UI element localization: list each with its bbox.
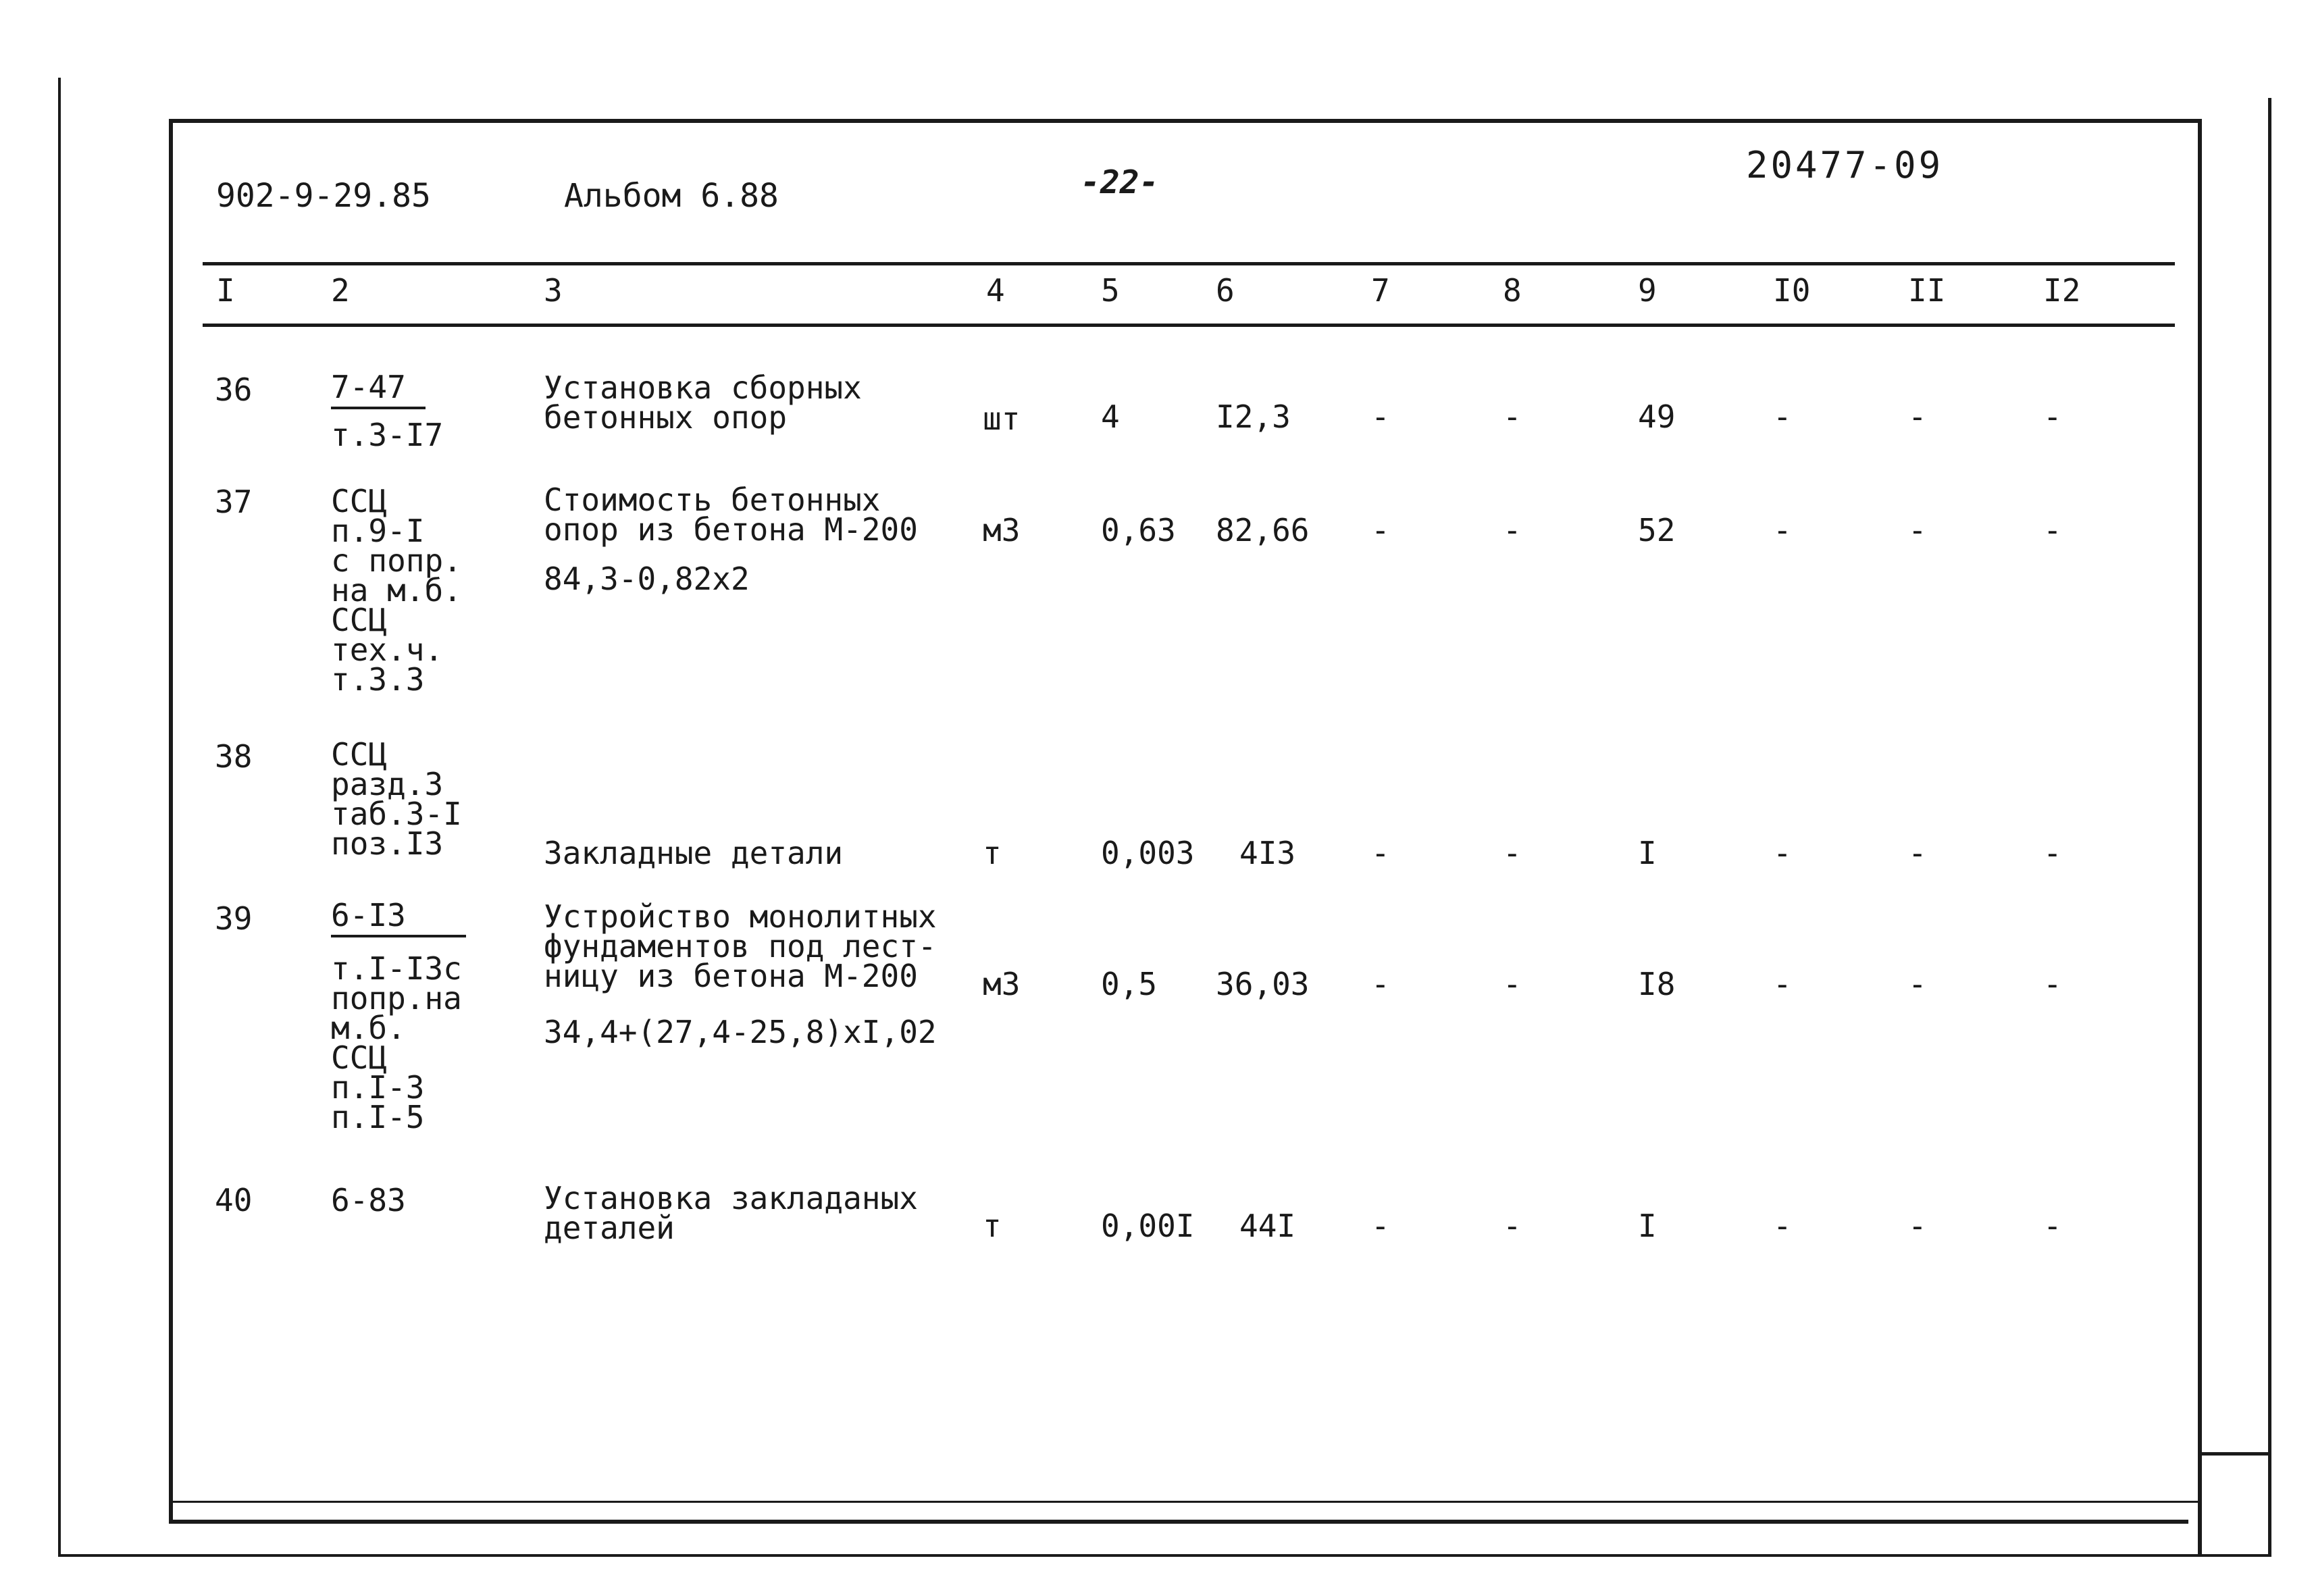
row-col9: I bbox=[1638, 1208, 1657, 1244]
row-col8: - bbox=[1503, 1208, 1522, 1244]
row-col12: - bbox=[2043, 512, 2062, 548]
page-number: -22- bbox=[1081, 163, 1159, 201]
row-col10: - bbox=[1773, 512, 1792, 548]
col-header-8: 8 bbox=[1503, 272, 1522, 309]
row-formula: 34,4+(27,4-25,8)хI,02 bbox=[544, 1014, 937, 1050]
row-unit: шт bbox=[983, 401, 1021, 437]
frame-left bbox=[169, 119, 173, 1524]
row-col11: - bbox=[1908, 1208, 1927, 1244]
row-qty: 0,63 bbox=[1101, 512, 1176, 548]
row-price: 4I3 bbox=[1239, 835, 1296, 871]
album-label: Альбом 6.88 bbox=[564, 177, 779, 215]
row-price: 82,66 bbox=[1216, 512, 1310, 548]
row-col10: - bbox=[1773, 398, 1792, 435]
row-ref: ССЦ разд.3 таб.3-I поз.I3 bbox=[331, 736, 462, 862]
table-row-num: 36 bbox=[215, 371, 253, 408]
col-header-12: I2 bbox=[2043, 272, 2081, 309]
table-row-num: 37 bbox=[215, 484, 253, 520]
row-col7: - bbox=[1371, 966, 1390, 1002]
col-header-10: I0 bbox=[1773, 272, 1811, 309]
row-unit: м3 bbox=[983, 512, 1021, 548]
col-header-5: 5 bbox=[1101, 272, 1120, 309]
row-qty: 0,003 bbox=[1101, 835, 1195, 871]
row-col11: - bbox=[1908, 398, 1927, 435]
row-col9: 52 bbox=[1638, 512, 1676, 548]
row-col11: - bbox=[1908, 835, 1927, 871]
row-unit: м3 bbox=[983, 966, 1021, 1002]
row-col12: - bbox=[2043, 1208, 2062, 1244]
row-ref-top: 7-47 bbox=[331, 370, 426, 409]
col-header-9: 9 bbox=[1638, 272, 1657, 309]
row-col10: - bbox=[1773, 1208, 1792, 1244]
row-col11: - bbox=[1908, 966, 1927, 1002]
table-row-num: 38 bbox=[215, 738, 253, 775]
frame-top bbox=[169, 119, 2202, 123]
row-col8: - bbox=[1503, 966, 1522, 1002]
document-number: 20477-09 bbox=[1746, 144, 1944, 186]
bottom-margin-line bbox=[58, 1554, 2271, 1557]
row-col8: - bbox=[1503, 835, 1522, 871]
row-col12: - bbox=[2043, 835, 2062, 871]
row-qty: 0,5 bbox=[1101, 966, 1158, 1002]
header-rule-bottom bbox=[203, 324, 2175, 327]
corner-box-top bbox=[2198, 1452, 2271, 1456]
row-formula: 84,3-0,82х2 bbox=[544, 561, 750, 597]
col-header-2: 2 bbox=[331, 272, 350, 309]
row-col11: - bbox=[1908, 512, 1927, 548]
row-price: 36,03 bbox=[1216, 966, 1310, 1002]
row-description: Установка сборных бетонных опор bbox=[544, 369, 862, 436]
row-description: Установка закладаных деталей bbox=[544, 1180, 918, 1246]
row-ref: 6-83 bbox=[331, 1182, 406, 1218]
col-header-6: 6 bbox=[1216, 272, 1235, 309]
row-col8: - bbox=[1503, 512, 1522, 548]
row-price: 44I bbox=[1239, 1208, 1296, 1244]
table-row-num: 39 bbox=[215, 900, 253, 937]
header-rule-top bbox=[203, 262, 2175, 265]
row-col9: I bbox=[1638, 835, 1657, 871]
row-description: Стоимость бетонных опор из бетона М-200 bbox=[544, 482, 918, 548]
row-unit: т bbox=[983, 1208, 1002, 1244]
row-col7: - bbox=[1371, 835, 1390, 871]
col-header-11: II bbox=[1908, 272, 1946, 309]
row-unit: т bbox=[983, 835, 1002, 871]
row-col10: - bbox=[1773, 835, 1792, 871]
row-ref: ССЦ п.9-I с попр. на м.б. ССЦ тех.ч. т.3.3 bbox=[331, 483, 462, 698]
row-description: Закладные детали bbox=[544, 835, 844, 871]
frame-bottom bbox=[169, 1520, 2188, 1524]
row-ref: т.3-I7 bbox=[331, 417, 444, 453]
row-qty: 4 bbox=[1101, 398, 1120, 435]
row-price: I2,3 bbox=[1216, 398, 1291, 435]
row-col9: I8 bbox=[1638, 966, 1676, 1002]
row-qty: 0,00I bbox=[1101, 1208, 1195, 1244]
row-col9: 49 bbox=[1638, 398, 1676, 435]
row-col10: - bbox=[1773, 966, 1792, 1002]
row-col7: - bbox=[1371, 1208, 1390, 1244]
col-header-1: I bbox=[216, 272, 235, 309]
frame-right bbox=[2198, 119, 2202, 1557]
table-row-num: 40 bbox=[215, 1182, 253, 1218]
left-margin-line bbox=[58, 78, 61, 1557]
col-header-3: 3 bbox=[544, 272, 563, 309]
row-ref-top: 6-I3 bbox=[331, 898, 466, 937]
col-header-7: 7 bbox=[1371, 272, 1390, 309]
row-col7: - bbox=[1371, 512, 1390, 548]
row-col8: - bbox=[1503, 398, 1522, 435]
col-header-4: 4 bbox=[986, 272, 1005, 309]
frame-bottom-inner bbox=[173, 1501, 2198, 1503]
row-description: Устройство монолитных фундаментов под лест- ницу из бетона М-200 bbox=[544, 898, 937, 994]
row-ref: т.I-I3с попр.на м.б. ССЦ п.I-3 п.I-5 bbox=[331, 950, 462, 1135]
row-col7: - bbox=[1371, 398, 1390, 435]
document-code: 902-9-29.85 bbox=[216, 177, 431, 215]
row-col12: - bbox=[2043, 966, 2062, 1002]
row-col12: - bbox=[2043, 398, 2062, 435]
right-margin-line bbox=[2268, 98, 2271, 1557]
